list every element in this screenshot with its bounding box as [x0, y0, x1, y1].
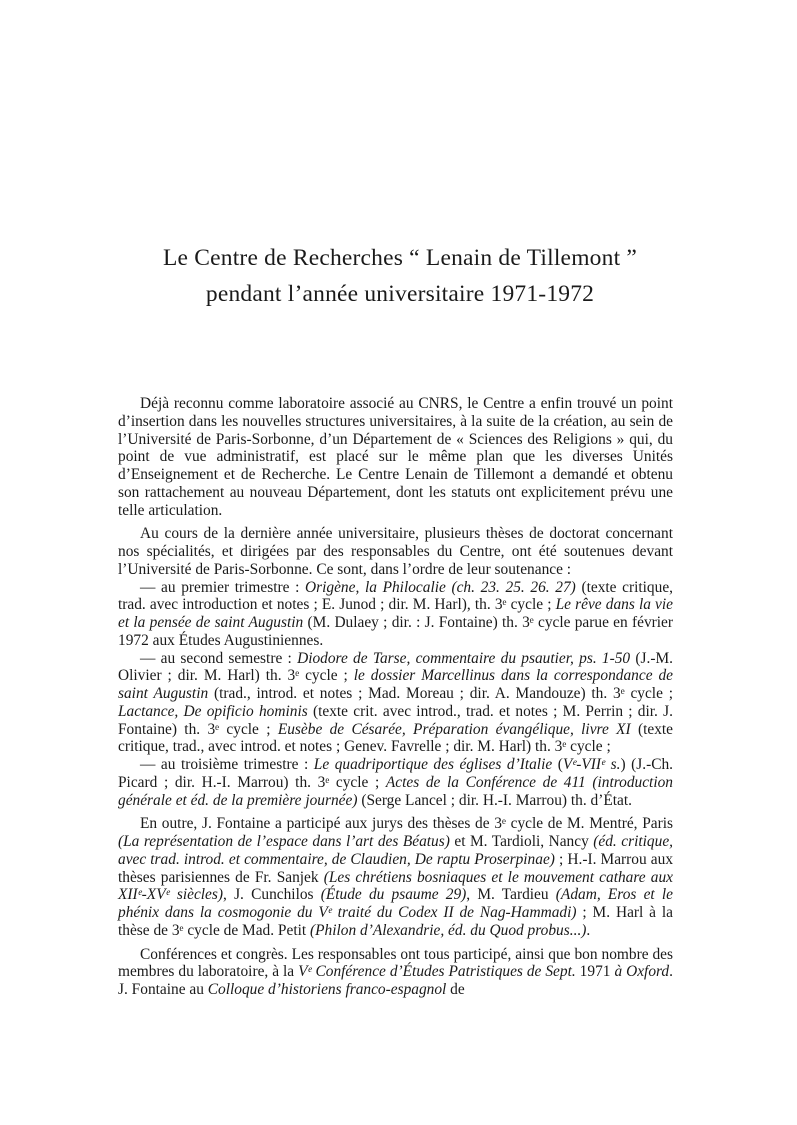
- italic-text-run: (Philon d’Alexandrie, éd. du Quod probus...): [310, 921, 587, 939]
- italic-text-run: (La représentation de l’espace dans l’art des Béatus): [118, 833, 450, 850]
- italic-text-run: Lactance, De opificio hominis: [118, 702, 308, 720]
- paragraph-theses-intro: Au cours de la dernière année universitaire, plusieurs thèses de doctorat concernant nos spécialités, et dirigées par des responsables du Centre, ont été soutenues devant l’Université de Paris-Sorbonne. Ce sont, dans l’ordre de leur soutenance :: [118, 525, 673, 578]
- italic-text-run: (éd. critique, avec trad. introd. et commentaire, de Claudien, De raptu Proserpinae): [118, 833, 674, 868]
- text-run: (texte critique, trad. avec introduction et notes ; E. Junod ; dir. M. Harl), th. 3ᵉ cycle ;: [118, 578, 674, 614]
- title-line-2: pendant l’année universitaire 1971-1972: [205, 281, 595, 307]
- text-run: de: [446, 981, 465, 998]
- italic-text-run: Le rêve dans la vie et la pensée de saint Augustin: [118, 596, 673, 631]
- italic-text-run: à Oxford: [614, 963, 670, 981]
- italic-text-run: Le quadriportique des églises d’Italie: [313, 756, 553, 773]
- text-run: ; M. Harl à la thèse de 3ᵉ cycle de Mad. Petit: [118, 904, 673, 939]
- text-run: Conférences et congrès. Les responsables ont tous participé, ainsi que bon nombre des membres du laboratoire, à la: [118, 945, 673, 981]
- italic-text-run: (Adam, Eros et le phénix dans la cosmogonie du Vᵉ traité du Codex II de Nag-Hammadi): [118, 886, 674, 921]
- text-run: — au troisième trimestre :: [140, 756, 314, 773]
- italic-text-run: Vᵉ-VIIᵉ s.: [562, 756, 621, 773]
- text-run: , M. Tardieu: [466, 886, 556, 904]
- paragraph-juries: [118, 815, 673, 939]
- text-run: ; H.-I. Marrou aux thèses parisiennes de Fr. Sanjek: [118, 850, 674, 886]
- paragraph-third-trimester: [118, 756, 673, 809]
- text-run: ) (J.-Ch. Picard ; dir. H.-I. Marrou) th. 3ᵉ cycle ;: [118, 756, 674, 791]
- text-run: (texte critique, trad., avec introd. et notes ; Genev. Favrelle ; dir. M. Harl) th. 3ᵉ cycle ;: [118, 720, 674, 756]
- italic-text-run: Origène, la Philocalie (ch. 23. 25. 26. 27): [305, 578, 576, 596]
- italic-text-run: Eusèbe de Césarée, Préparation évangélique, livre XI: [277, 720, 631, 738]
- italic-text-run: (Étude du psaume 29): [320, 886, 467, 904]
- article-body: [118, 395, 673, 999]
- text-run: — au second semestre :: [140, 649, 298, 667]
- italic-text-run: Actes de la Conférence de 411 (introduction générale et éd. de la première journée): [118, 773, 673, 809]
- text-run: En outre, J. Fontaine a participé aux jurys des thèses de 3ᵉ cycle de M. Mentré, Paris: [140, 815, 673, 833]
- text-run: . J. Fontaine au: [118, 963, 673, 998]
- text-run: (texte crit. avec introd., trad. et notes ; M. Perrin ; dir. J. Fontaine) th. 3ᵉ cycle ;: [118, 702, 673, 738]
- paragraph-conferences: [118, 946, 673, 999]
- italic-text-run: le dossier Marcellinus dans la correspondance de saint Augustin: [118, 667, 673, 702]
- text-run: et M. Tardioli, Nancy: [449, 833, 594, 850]
- article-title: [100, 240, 700, 312]
- text-run: .: [586, 921, 591, 939]
- paragraph-first-trimester: [118, 579, 673, 650]
- italic-text-run: Vᵉ Conférence d’Études Patristiques de Sept.: [298, 963, 576, 981]
- text-run: (trad., introd. et notes ; Mad. Moreau ; dir. A. Mandouze) th. 3ᵉ cycle ;: [208, 685, 673, 702]
- text-run: — au premier trimestre :: [140, 578, 306, 596]
- text-run: 1971: [575, 963, 615, 981]
- italic-text-run: Diodore de Tarse, commentaire du psautier, ps. 1-50: [297, 649, 631, 667]
- text-run: , J. Cunchilos: [223, 886, 321, 904]
- title-line-1: Le Centre de Recherches “ Lenain de Tillemont ”: [162, 245, 638, 271]
- text-run: (J.-M. Olivier ; dir. M. Harl) th. 3ᵉ cycle ;: [118, 649, 674, 685]
- paragraph-second-semester: [118, 650, 673, 757]
- italic-text-run: (Les chrétiens bosniaques et le mouvement cathare aux XIIᵉ-XVᵉ siècles): [118, 868, 674, 904]
- text-run: (M. Dulaey ; dir. : J. Fontaine) th. 3ᵉ cycle parue en février 1972 aux Études Augustiniennes.: [118, 614, 673, 649]
- paragraph-intro: Déjà reconnu comme laboratoire associé au CNRS, le Centre a enfin trouvé un point d’insertion dans les nouvelles structures universitaires, à la suite de la création, au sein de l’Université de Paris-Sorbonne, d’un Département de « Sciences des Religions » qui, du point de vue administratif, est placé sur le même plan que les diverses Unités d’Enseignement et de Recherche. Le Centre Lenain de Tillemont a demandé et obtenu son rattachement au nouveau Département, dont les statuts ont explicitement prévu une telle articulation.: [118, 395, 673, 519]
- italic-text-run: Colloque d’historiens franco-espagnol: [207, 981, 447, 998]
- text-run: (Serge Lancel ; dir. H.-I. Marrou) th. d’État.: [357, 791, 632, 809]
- text-run: (: [552, 756, 563, 773]
